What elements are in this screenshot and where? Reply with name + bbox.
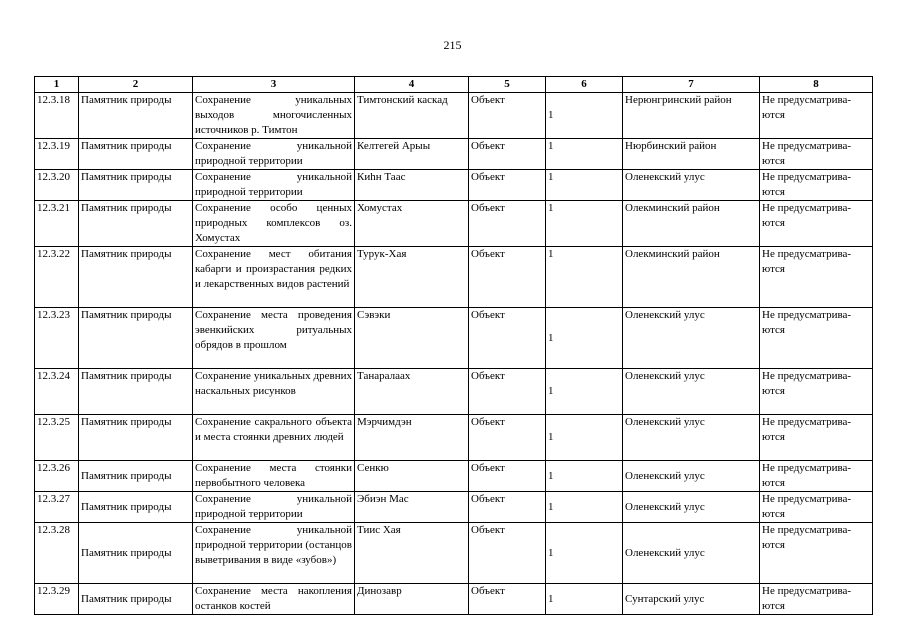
quantity-cell: 1 <box>546 461 623 492</box>
district-cell: Нерюнгринский район <box>623 93 760 139</box>
object-type-cell: Памятник природы <box>79 523 193 584</box>
note-cell: Не предусматрива-ются <box>760 201 873 247</box>
object-type-cell: Памятник природы <box>79 170 193 201</box>
object-kind-cell: Объект <box>469 139 546 170</box>
row-number-cell: 12.3.26 <box>35 461 79 492</box>
object-kind-cell: Объект <box>469 415 546 461</box>
table-row <box>35 247 873 308</box>
table-row <box>35 201 873 247</box>
note-cell: Не предусматрива-ются <box>760 492 873 523</box>
object-name-cell: Турук-Хая <box>355 247 469 308</box>
column-header: 4 <box>355 77 469 93</box>
note-cell: Не предусматрива-ются <box>760 369 873 415</box>
note-cell: Не предусматрива-ются <box>760 170 873 201</box>
quantity-cell: 1 <box>546 492 623 523</box>
object-name-cell: Келтегей Арыы <box>355 139 469 170</box>
object-kind-cell: Объект <box>469 308 546 369</box>
row-number-cell: 12.3.19 <box>35 139 79 170</box>
object-kind-cell: Объект <box>469 584 546 615</box>
column-header: 3 <box>193 77 355 93</box>
object-kind-cell: Объект <box>469 369 546 415</box>
purpose-cell: Сохранение уникальной природной территории (останцов выветривания в виде «зубов») <box>193 523 355 584</box>
quantity-cell: 1 <box>546 308 623 369</box>
note-cell: Не предусматрива-ются <box>760 247 873 308</box>
object-name-cell: Сенкю <box>355 461 469 492</box>
row-number-cell: 12.3.25 <box>35 415 79 461</box>
column-header: 2 <box>79 77 193 93</box>
object-kind-cell: Объект <box>469 523 546 584</box>
table-row <box>35 308 873 369</box>
table-header <box>35 77 873 93</box>
object-type-cell: Памятник природы <box>79 139 193 170</box>
quantity-cell: 1 <box>546 415 623 461</box>
district-cell: Оленекский улус <box>623 492 760 523</box>
table-row <box>35 584 873 615</box>
district-cell: Оленекский улус <box>623 523 760 584</box>
quantity-cell: 1 <box>546 93 623 139</box>
row-number-cell: 12.3.20 <box>35 170 79 201</box>
quantity-cell: 1 <box>546 247 623 308</box>
district-cell: Олекминский район <box>623 201 760 247</box>
object-kind-cell: Объект <box>469 93 546 139</box>
purpose-cell: Сохранение мест обитания кабарги и произрастания редких и лекарственных видов растений <box>193 247 355 308</box>
object-name-cell: Эбиэн Мас <box>355 492 469 523</box>
quantity-cell: 1 <box>546 523 623 584</box>
column-header: 1 <box>35 77 79 93</box>
data-table <box>34 76 873 615</box>
district-cell: Олекминский район <box>623 247 760 308</box>
object-kind-cell: Объект <box>469 170 546 201</box>
object-type-cell: Памятник природы <box>79 492 193 523</box>
note-cell: Не предусматрива-ются <box>760 584 873 615</box>
table-row <box>35 170 873 201</box>
purpose-cell: Сохранение места накопления останков костей <box>193 584 355 615</box>
quantity-cell: 1 <box>546 170 623 201</box>
table-row <box>35 461 873 492</box>
table-row <box>35 415 873 461</box>
object-type-cell: Памятник природы <box>79 201 193 247</box>
object-type-cell: Памятник природы <box>79 461 193 492</box>
table-body <box>35 93 873 615</box>
object-type-cell: Памятник природы <box>79 584 193 615</box>
note-cell: Не предусматрива-ются <box>760 139 873 170</box>
table-row <box>35 492 873 523</box>
object-name-cell: Киhн Таас <box>355 170 469 201</box>
purpose-cell: Сохранение сакрального объекта и места стоянки древних людей <box>193 415 355 461</box>
row-number-cell: 12.3.18 <box>35 93 79 139</box>
object-name-cell: Тимтонский каскад <box>355 93 469 139</box>
purpose-cell: Сохранение особо ценных природных комплексов оз. Хомустах <box>193 201 355 247</box>
object-type-cell: Памятник природы <box>79 93 193 139</box>
district-cell: Оленекский улус <box>623 415 760 461</box>
column-header: 7 <box>623 77 760 93</box>
column-header: 5 <box>469 77 546 93</box>
purpose-cell: Сохранение места проведения эвенкийских ритуальных обрядов в прошлом <box>193 308 355 369</box>
quantity-cell: 1 <box>546 584 623 615</box>
row-number-cell: 12.3.27 <box>35 492 79 523</box>
object-name-cell: Сэвэки <box>355 308 469 369</box>
row-number-cell: 12.3.24 <box>35 369 79 415</box>
table-row <box>35 93 873 139</box>
table-row <box>35 139 873 170</box>
object-type-cell: Памятник природы <box>79 415 193 461</box>
object-kind-cell: Объект <box>469 461 546 492</box>
purpose-cell: Сохранение места стоянки первобытного человека <box>193 461 355 492</box>
purpose-cell: Сохранение уникальной природной территории <box>193 170 355 201</box>
object-kind-cell: Объект <box>469 492 546 523</box>
page-number: 215 <box>443 38 462 52</box>
header-row <box>35 77 873 93</box>
row-number-cell: 12.3.29 <box>35 584 79 615</box>
purpose-cell: Сохранение уникальных древних наскальных рисунков <box>193 369 355 415</box>
row-number-cell: 12.3.23 <box>35 308 79 369</box>
object-name-cell: Мэрчимдэн <box>355 415 469 461</box>
object-kind-cell: Объект <box>469 201 546 247</box>
object-type-cell: Памятник природы <box>79 369 193 415</box>
purpose-cell: Сохранение уникальной природной территории <box>193 139 355 170</box>
object-type-cell: Памятник природы <box>79 247 193 308</box>
object-name-cell: Динозавр <box>355 584 469 615</box>
district-cell: Оленекский улус <box>623 170 760 201</box>
row-number-cell: 12.3.21 <box>35 201 79 247</box>
note-cell: Не предусматрива-ются <box>760 308 873 369</box>
district-cell: Оленекский улус <box>623 461 760 492</box>
note-cell: Не предусматрива-ются <box>760 523 873 584</box>
district-cell: Оленекский улус <box>623 369 760 415</box>
object-name-cell: Тиис Хая <box>355 523 469 584</box>
row-number-cell: 12.3.22 <box>35 247 79 308</box>
purpose-cell: Сохранение уникальных выходов многочисленных источников р. Тимтон <box>193 93 355 139</box>
table-row <box>35 369 873 415</box>
column-header: 8 <box>760 77 873 93</box>
quantity-cell: 1 <box>546 201 623 247</box>
note-cell: Не предусматрива-ются <box>760 415 873 461</box>
note-cell: Не предусматрива-ются <box>760 461 873 492</box>
district-cell: Сунтарский улус <box>623 584 760 615</box>
object-type-cell: Памятник природы <box>79 308 193 369</box>
district-cell: Оленекский улус <box>623 308 760 369</box>
object-name-cell: Танаралаах <box>355 369 469 415</box>
object-kind-cell: Объект <box>469 247 546 308</box>
table-row <box>35 523 873 584</box>
object-name-cell: Хомустах <box>355 201 469 247</box>
purpose-cell: Сохранение уникальной природной территории <box>193 492 355 523</box>
quantity-cell: 1 <box>546 139 623 170</box>
quantity-cell: 1 <box>546 369 623 415</box>
column-header: 6 <box>546 77 623 93</box>
note-cell: Не предусматрива-ются <box>760 93 873 139</box>
district-cell: Нюрбинский район <box>623 139 760 170</box>
row-number-cell: 12.3.28 <box>35 523 79 584</box>
